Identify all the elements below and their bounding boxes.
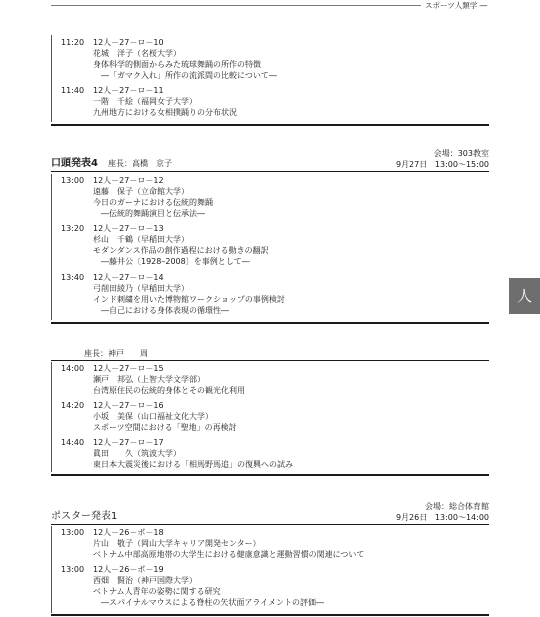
entry-author: 弓削田綾乃（早稲田大学） [93,284,189,293]
session-title [51,510,117,523]
entry-body [93,437,513,470]
entry-author: 眞田 久（筑波大学） [93,449,181,458]
entry-code: 12人－27－ロ－17 [93,438,164,447]
entry-time: 13:00 [61,528,85,537]
section-rule [51,474,489,476]
entry-subtitle: ―伝統的舞踊演目と伝承法― [101,209,205,218]
session-chair: 座長：神戸 周 [84,349,148,358]
entry-code: 12人－26－ポ－19 [93,565,164,574]
entry-body [93,85,513,118]
bracket-line [51,174,52,320]
entry-title: インド刺繍を用いた博物館ワークショップの事例検討 [93,295,285,304]
entry-time: 13:20 [61,224,85,233]
entry-code: 12人－27－ロ－16 [93,401,164,410]
entry-body [93,527,513,560]
entry-author: 片山 敬子（岡山大学キャリア開発センター） [93,539,261,548]
entry-body [93,272,513,316]
bracket-line [51,35,52,122]
entry-code: 12人－27－ロ－15 [93,364,164,373]
running-title: スポーツ人類学 ― [425,1,488,10]
entry-author: 杉山 千鶴（早稲田大学） [93,235,189,244]
entry-body [93,363,513,396]
entry-title: スポーツ空間における「聖地」の再検討 [93,423,237,432]
entry-title: モダンダンス作品の創作過程における動きの翻訳 [93,246,269,255]
entry-title: 九州地方における女相撲踊りの分布状況 [93,108,237,117]
entry-body [93,564,513,608]
entry-author: 花城 洋子（名桜大学） [93,49,181,58]
section-rule [51,614,489,616]
entry-title: 身体科学的側面からみた琉球舞踊の所作の特徴 [93,60,261,69]
section-rule [51,124,489,126]
entry-body [93,223,513,267]
entry-title: 台湾原住民の伝統的身体とその観光化利用 [93,386,245,395]
entry-body [93,37,513,81]
session-date: 9月27日 [395,160,428,169]
entry-code: 12人－27－ロ－13 [93,224,164,233]
title-rule [51,524,489,525]
entry-code: 12人－27－ロ－11 [93,86,164,95]
session-chair: 座長：高橋 京子 [107,159,172,168]
entry-time: 13:00 [61,565,85,574]
section-index-tab: 人 [509,278,540,314]
bracket-line [51,362,52,472]
entry-author: 西畑 賢治（神戸国際大学） [93,576,197,585]
session-time-range: 13:00〜15:00 [434,160,489,169]
entry-code: 12人－27－ロ－10 [93,38,164,47]
entry-author: 小坂 美保（山口福祉文化大学） [93,412,213,421]
entry-time: 13:40 [61,273,85,282]
entry-title: ベトナム中部高原地帯の大学生における健康意識と運動習慣の関連について [93,550,365,559]
entry-time: 11:40 [61,86,85,95]
entry-code: 12人－26－ポ－18 [93,528,164,537]
entry-subtitle: ―藤井公〔1928–2008〕を事例として― [101,257,250,266]
session-name: 口頭発表4 [51,158,98,169]
venue: 会場：303教室 [433,149,489,158]
entry-time: 14:40 [61,438,85,447]
entry-author: 遠藤 保子（立命館大学） [93,187,189,196]
entry-time: 11:20 [61,38,85,47]
chair-rule [51,360,489,361]
entry-body [93,175,513,219]
venue: 会場：総合体育館 [425,502,489,511]
entry-title: ベトナム人青年の姿勢に関する研究 [93,587,221,596]
session-name: ポスター発表1 [51,511,118,522]
entry-author: 一階 千絵（福岡女子大学） [93,97,197,106]
entry-time: 14:00 [61,364,85,373]
entry-subtitle: ―「ガマク入れ」所作の流派間の比較について― [101,71,277,80]
header-rule [51,5,421,6]
section-rule [51,322,489,324]
entry-code: 12人－27－ロ－14 [93,273,164,282]
entry-subtitle: ―スパイナルマウスによる脊柱の矢状面アライメントの評価― [101,598,325,607]
session-datetime [396,512,489,523]
session-datetime [396,159,489,170]
entry-title: 今日のガーナにおける伝統的舞踊 [93,198,213,207]
entry-author: 瀬戸 邦弘（上智大学文学部） [93,375,205,384]
session-date: 9月26日 [395,513,428,522]
entry-time: 13:00 [61,176,85,185]
entry-body [93,400,513,433]
session-time-range: 13:00〜14:00 [434,513,489,522]
entry-title: 東日本大震災後における「相馬野馬追」の復興への試み [93,460,293,469]
session-title [51,157,172,170]
bracket-line [51,526,52,613]
entry-code: 12人－27－ロ－12 [93,176,164,185]
entry-subtitle: ―自己における身体表現の循環性― [101,306,229,315]
entry-time: 14:20 [61,401,85,410]
title-rule [51,171,489,172]
